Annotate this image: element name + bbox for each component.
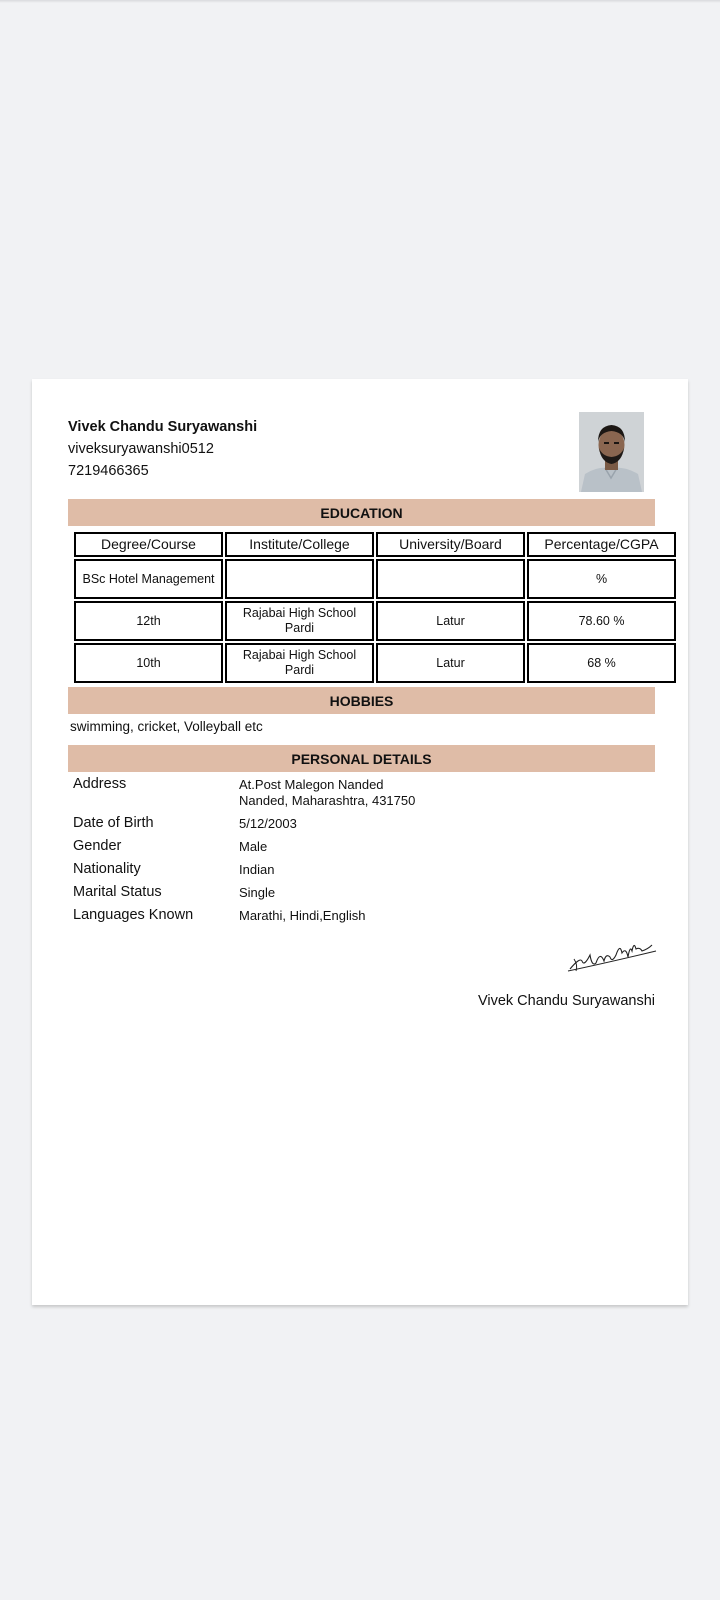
address-line-1: At.Post Malegon Nanded	[239, 777, 384, 792]
detail-row-gender	[73, 838, 415, 855]
resume-header	[68, 419, 257, 485]
signature-image	[566, 925, 658, 980]
detail-label: Nationality	[73, 861, 141, 877]
hobbies-text: swimming, cricket, Volleyball etc	[70, 719, 263, 734]
detail-row-address	[73, 776, 415, 809]
table-cell: 68 %	[527, 643, 676, 683]
detail-value: Marathi, Hindi,English	[239, 908, 366, 923]
detail-label: Marital Status	[73, 884, 162, 900]
detail-value: Male	[239, 839, 268, 854]
table-cell: 12th	[74, 601, 223, 641]
candidate-name: Vivek Chandu Suryawanshi	[68, 419, 258, 435]
education-section-title: EDUCATION	[68, 499, 655, 526]
detail-label: Gender	[73, 838, 122, 854]
top-shadow	[0, 0, 720, 3]
detail-row-nationality	[73, 861, 415, 878]
address-line-2: Nanded, Maharashtra, 431750	[239, 793, 416, 808]
detail-value-address	[239, 776, 415, 809]
table-row	[74, 601, 676, 641]
detail-value: Indian	[239, 862, 275, 877]
education-header-row	[74, 532, 676, 557]
table-cell: Latur	[376, 601, 525, 641]
table-header-cell: University/Board	[376, 532, 525, 557]
table-cell: BSc Hotel Management	[74, 559, 223, 599]
table-row	[74, 643, 676, 683]
detail-label: Address	[73, 776, 127, 792]
hobbies-section-title: HOBBIES	[68, 687, 655, 714]
detail-label: Date of Birth	[73, 815, 154, 831]
resume-page	[32, 379, 688, 1305]
detail-row-marital	[73, 884, 415, 901]
signature-name: Vivek Chandu Suryawanshi	[477, 993, 655, 1009]
personal-section-title: PERSONAL DETAILS	[68, 745, 655, 772]
detail-value: Single	[239, 885, 276, 900]
profile-photo	[579, 412, 644, 492]
table-row	[74, 559, 676, 599]
table-header-cell: Percentage/CGPA	[527, 532, 676, 557]
personal-details	[73, 776, 415, 930]
table-header-cell: Degree/Course	[74, 532, 223, 557]
table-cell: Latur	[376, 643, 525, 683]
table-header-cell: Institute/College	[225, 532, 374, 557]
table-cell	[225, 559, 374, 599]
table-cell	[376, 559, 525, 599]
detail-value: 5/12/2003	[239, 816, 297, 831]
candidate-phone: 7219466365	[68, 463, 149, 479]
table-cell: %	[527, 559, 676, 599]
table-cell: Rajabai High School Pardi	[225, 601, 374, 641]
candidate-email: viveksuryawanshi0512	[68, 441, 214, 457]
detail-row-dob	[73, 815, 415, 832]
table-cell: 78.60 %	[527, 601, 676, 641]
table-cell: 10th	[74, 643, 223, 683]
detail-label: Languages Known	[73, 907, 194, 923]
table-cell: Rajabai High School Pardi	[225, 643, 374, 683]
education-table	[72, 530, 678, 685]
detail-row-languages	[73, 907, 415, 924]
